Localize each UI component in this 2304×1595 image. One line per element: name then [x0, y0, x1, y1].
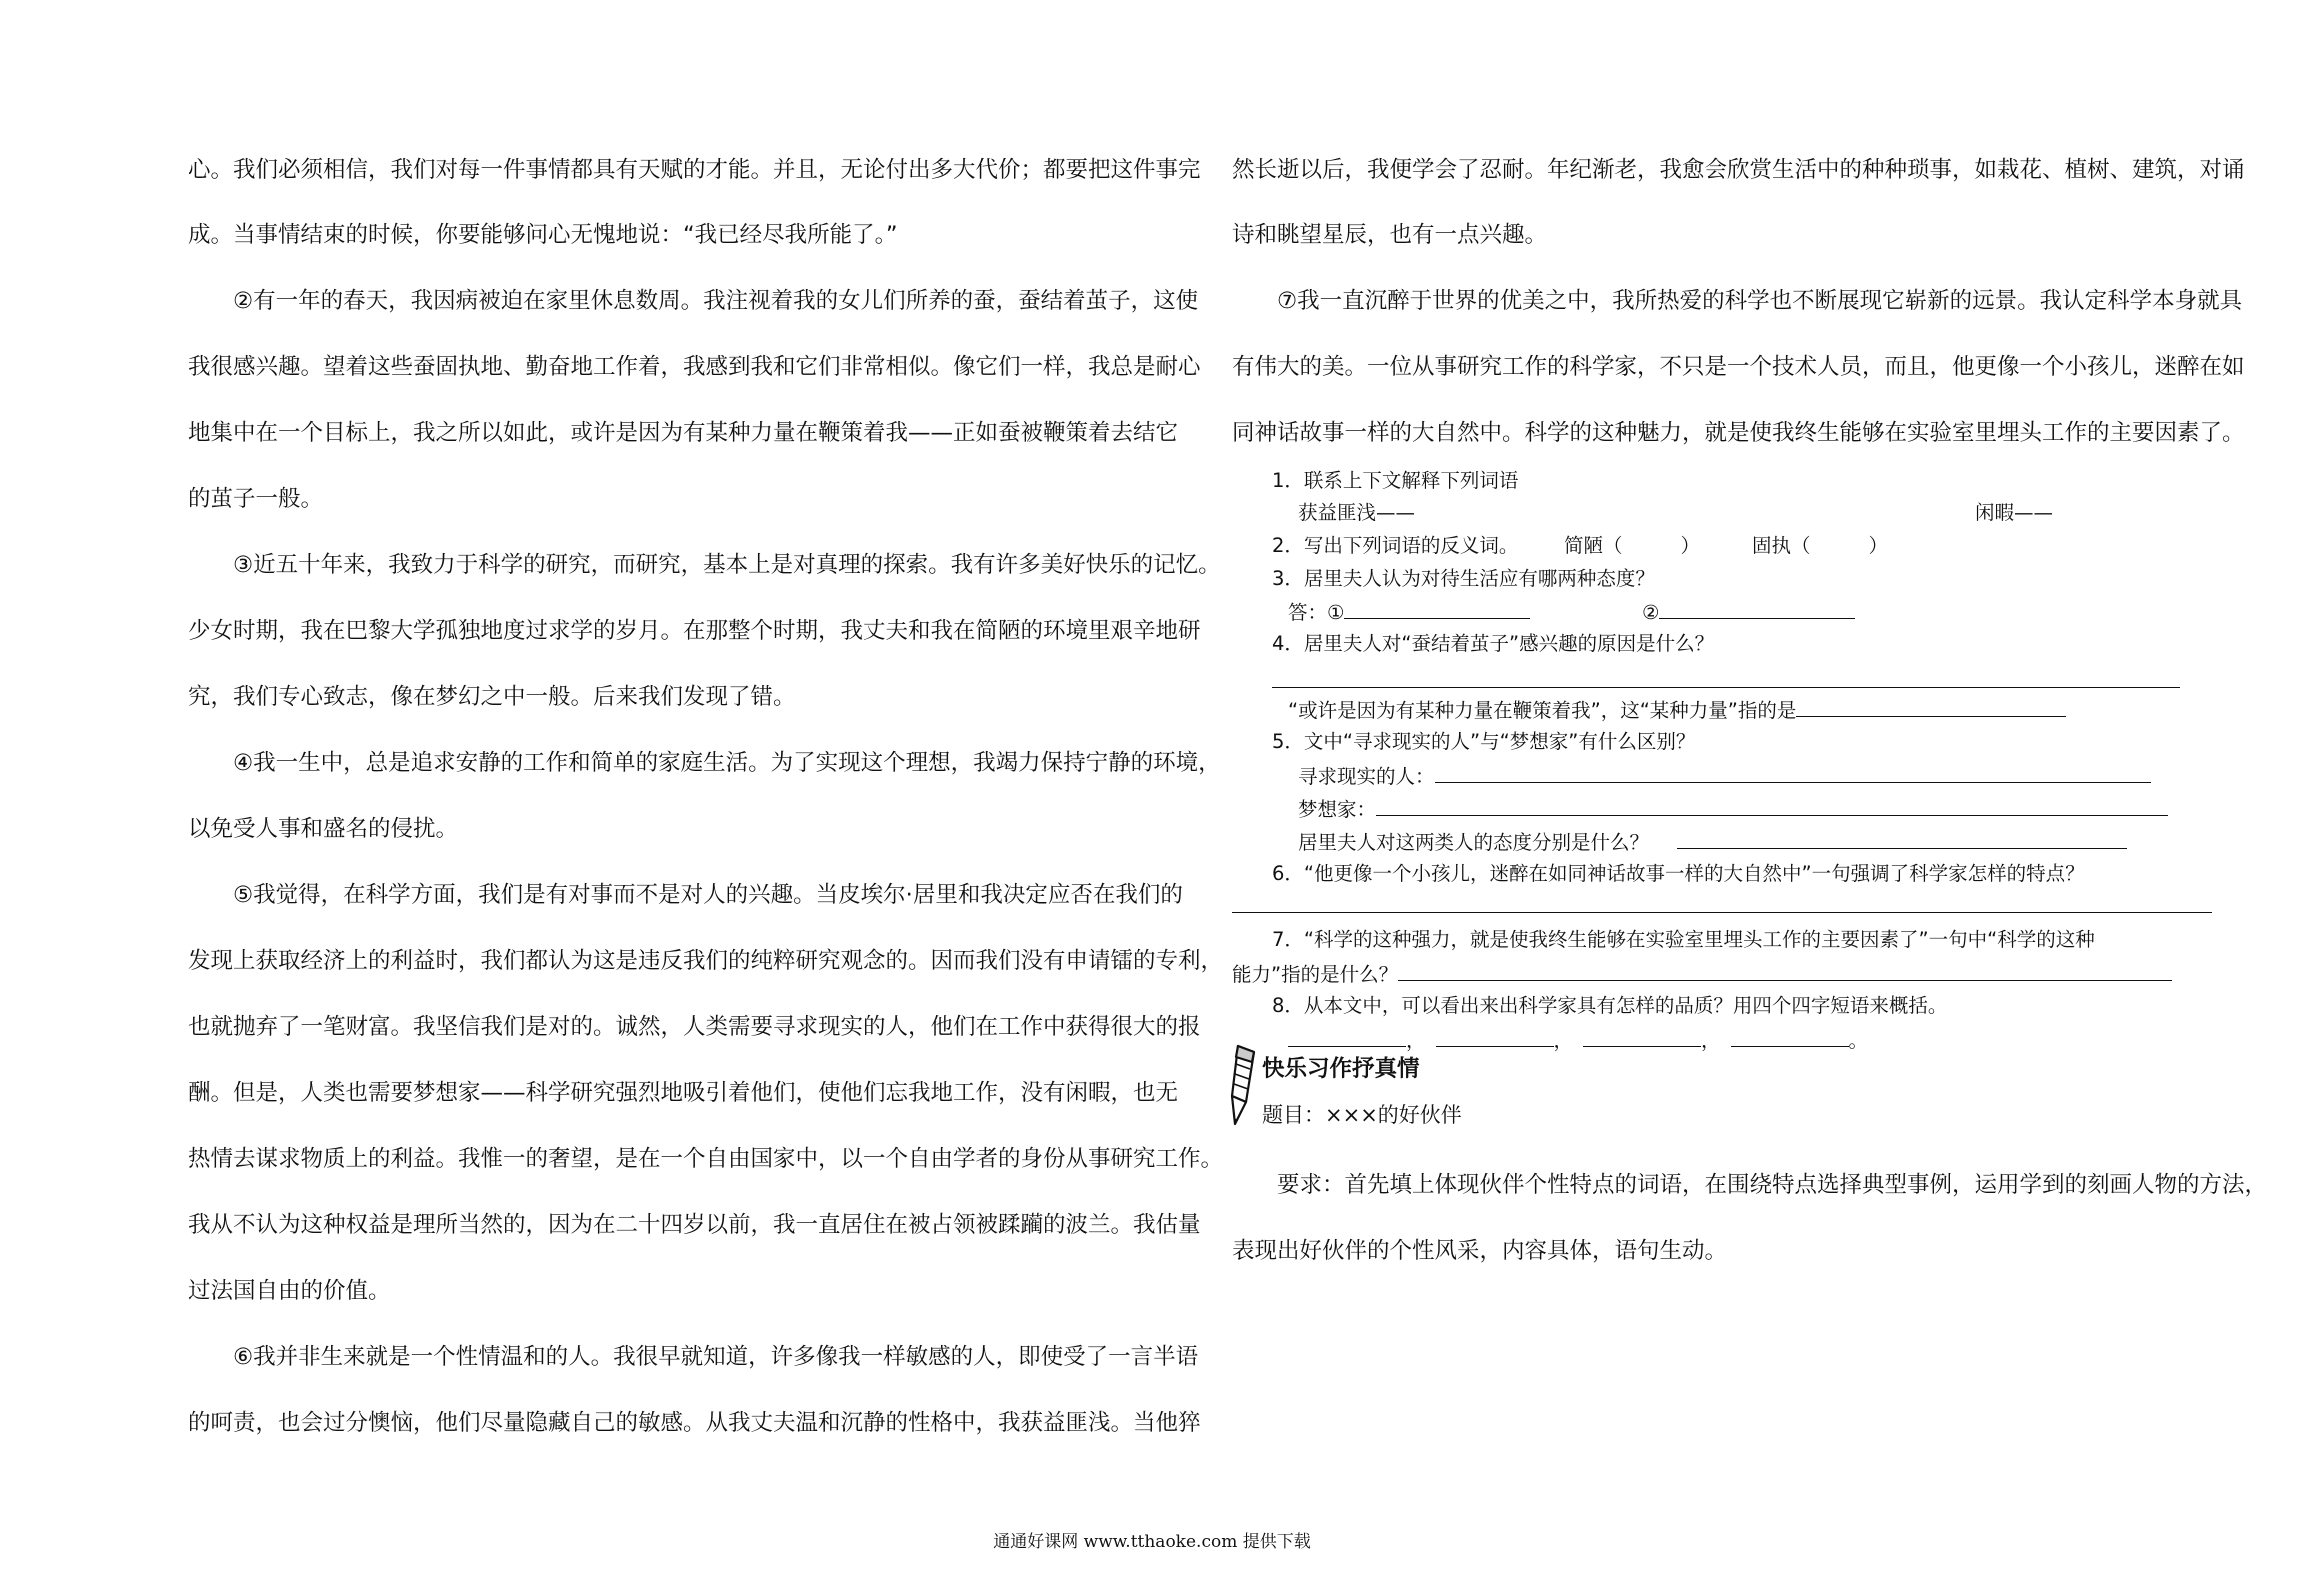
close-paren: ）	[1868, 534, 1889, 557]
question-4-sub	[1288, 696, 2066, 724]
question-5-dreamer	[1298, 795, 2168, 823]
realist-label: 寻求现实的人：	[1298, 765, 1435, 788]
answer-blank-3[interactable]	[1583, 1026, 1701, 1047]
writing-requirement-line: 表现出好伙伴的个性风采，内容具体，语句生动。	[1232, 1238, 1728, 1264]
separator: ，	[1701, 1029, 1721, 1052]
passage-line: 有伟大的美。一位从事研究工作的科学家，不只是一个技术人员，而且，他更像一个小孩儿，迷醉在如	[1232, 354, 2245, 380]
passage-line: 地集中在一个目标上，我之所以如此，或许是因为有某种力量在鞭策着我——正如蚕被鞭策着去结它	[188, 420, 1179, 446]
question-4-sub-text: “或许是因为有某种力量在鞭策着我”，这“某种力量”指的是	[1288, 699, 1797, 722]
passage-line: ②有一年的春天，我因病被迫在家里休息数周。我注视着我的女儿们所养的蚕，蚕结着茧子，这使	[233, 288, 1199, 314]
separator: ，	[1553, 1029, 1574, 1052]
question-4: 4．居里夫人对“蚕结着茧子”感兴趣的原因是什么？	[1272, 632, 1715, 655]
question-3: 3．居里夫人认为对待生活应有哪两种态度？	[1272, 567, 1655, 590]
answer-label-2: ②	[1642, 601, 1660, 624]
answer-line[interactable]	[1272, 687, 2180, 688]
dreamer-label: 梦想家：	[1298, 798, 1377, 821]
separator: ，	[1406, 1029, 1426, 1052]
writing-requirement-line: 要求：首先填上体现伙伴个性特点的词语，在围绕特点选择典型事例，运用学到的刻画人物的方法，	[1277, 1172, 2268, 1198]
passage-line: 以免受人事和盛名的侵扰。	[188, 816, 459, 842]
close-paren: ）	[1680, 534, 1701, 557]
answer-blank[interactable]	[1435, 762, 2151, 783]
passage-line: 发现上获取经济上的利益时，我们都认为这是违反我们的纯粹研究观念的。因而我们没有申请镭的专利，	[188, 948, 1224, 974]
question-1: 1．联系上下文解释下列词语	[1272, 469, 1519, 492]
page-footer: 通通好课网 www.tthaoke.com 提供下载	[993, 1532, 1311, 1552]
answer-blank-2[interactable]	[1659, 598, 1855, 619]
answer-label-1: 答：①	[1288, 601, 1345, 624]
question-3-answer-2	[1642, 598, 1855, 626]
answer-blank-1[interactable]	[1344, 598, 1530, 619]
question-1-term-b: 闲暇——	[1975, 501, 2054, 524]
question-2-term-b-label: 固执（	[1752, 534, 1811, 557]
pencil-icon	[1224, 1040, 1264, 1136]
writing-heading: 快乐习作抒真情	[1262, 1056, 1420, 1082]
passage-line: 热情去谋求物质上的利益。我惟一的奢望，是在一个自由国家中，以一个自由学者的身份从事研究工作。	[188, 1146, 1224, 1172]
question-2-term-a	[1564, 533, 1700, 559]
question-5: 5．文中“寻求现实的人”与“梦想家”有什么区别？	[1272, 730, 1696, 753]
passage-line: ③近五十年来，我致力于科学的研究，而研究，基本上是对真理的探索。我有许多美好快乐的记忆。	[233, 552, 1221, 578]
writing-title: 题目：×××的好伙伴	[1262, 1103, 1462, 1127]
passage-line: 酬。但是，人类也需要梦想家——科学研究强烈地吸引着他们，使他们忘我地工作，没有闲暇，也无	[188, 1080, 1179, 1106]
answer-blank-4[interactable]	[1731, 1026, 1849, 1047]
answer-blank[interactable]	[1398, 960, 2172, 981]
answer-blank[interactable]	[1796, 696, 2066, 717]
passage-line: 我很感兴趣。望着这些蚕固执地、勤奋地工作着，我感到我和它们非常相似。像它们一样，我总是耐心	[188, 354, 1201, 380]
passage-line: 过法国自由的价值。	[188, 1278, 391, 1304]
question-7-line-1: 7．“科学的这种强力，就是使我终生能够在实验室里埋头工作的主要因素了”一句中“科学的这种	[1272, 928, 2095, 951]
question-2-term-b	[1752, 533, 1888, 559]
passage-line: 成。当事情结束的时候，你要能够问心无愧地说：“我已经尽我所能了。”	[188, 222, 898, 248]
passage-line: 诗和眺望星辰，也有一点兴趣。	[1232, 222, 1548, 248]
passage-line: ⑦我一直沉醉于世界的优美之中，我所热爱的科学也不断展现它崭新的远景。我认定科学本身就具	[1277, 288, 2243, 314]
passage-line: ⑤我觉得，在科学方面，我们是有对事而不是对人的兴趣。当皮埃尔·居里和我决定应否在我们的	[233, 882, 1183, 908]
question-2-term-a-label: 简陋（	[1564, 534, 1623, 557]
passage-line: 究，我们专心致志，像在梦幻之中一般。后来我们发现了错。	[188, 684, 796, 710]
answer-blank[interactable]	[1677, 828, 2127, 849]
passage-line: ⑥我并非生来就是一个性情温和的人。我很早就知道，许多像我一样敏感的人，即使受了一言半语	[233, 1344, 1199, 1370]
period: 。	[1848, 1029, 1869, 1052]
question-3-answer	[1288, 598, 1530, 626]
answer-blank-1[interactable]	[1288, 1026, 1406, 1047]
passage-line: ④我一生中，总是追求安静的工作和简单的家庭生活。为了实现这个理想，我竭力保持宁静的环境，	[233, 750, 1221, 776]
passage-line: 我从不认为这种权益是理所当然的，因为在二十四岁以前，我一直居住在被占领被蹂躏的波兰。我估量	[188, 1212, 1201, 1238]
question-8-answers	[1288, 1026, 1868, 1054]
question-2: 2．写出下列词语的反义词。	[1272, 534, 1519, 557]
question-7-line-2	[1232, 960, 2172, 988]
answer-blank[interactable]	[1376, 795, 2168, 816]
passage-line: 少女时期，我在巴黎大学孤独地度过求学的岁月。在那整个时期，我丈夫和我在简陋的环境里艰辛地研	[188, 618, 1201, 644]
answer-blank-2[interactable]	[1436, 1026, 1554, 1047]
passage-line: 同神话故事一样的大自然中。科学的这种魅力，就是使我终生能够在实验室里埋头工作的主要因素了。	[1232, 420, 2245, 446]
passage-line: 的呵责，也会过分懊恼，他们尽量隐藏自己的敏感。从我丈夫温和沉静的性格中，我获益匪浅。当他猝	[188, 1410, 1201, 1436]
passage-line: 然长逝以后，我便学会了忍耐。年纪渐老，我愈会欣赏生活中的种种琐事，如栽花、植树、建筑，对诵	[1232, 157, 2245, 183]
question-8: 8．从本文中，可以看出来出科学家具有怎样的品质？用四个四字短语来概括。	[1272, 994, 1948, 1017]
passage-line: 也就抛弃了一笔财富。我坚信我们是对的。诚然，人类需要寻求现实的人，他们在工作中获得很大的报	[188, 1014, 1201, 1040]
attitude-label: 居里夫人对这两类人的态度分别是什么？	[1298, 831, 1650, 854]
question-6: 6．“他更像一个小孩儿，迷醉在如同神话故事一样的大自然中”一句强调了科学家怎样的特点？	[1272, 862, 2085, 885]
question-1-term-a: 获益匪浅——	[1298, 501, 1416, 524]
passage-line: 的茧子一般。	[188, 486, 324, 512]
question-5-attitude	[1298, 828, 2127, 856]
question-7-line-2-text: 能力”指的是什么？	[1232, 963, 1399, 986]
question-5-realist	[1298, 762, 2151, 790]
answer-line[interactable]	[1232, 912, 2212, 913]
passage-line: 心。我们必须相信，我们对每一件事情都具有天赋的才能。并且，无论付出多大代价；都要把这件事完	[188, 157, 1201, 183]
